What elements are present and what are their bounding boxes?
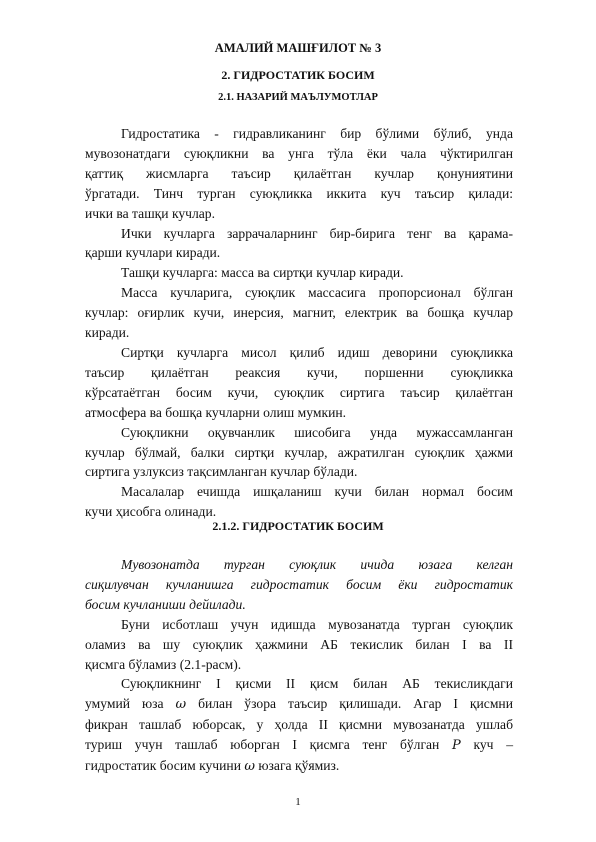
text-line: Суюқликни оқувчанлик шисобига унда мужассамланган [121,424,513,440]
page-number: 1 [295,796,301,808]
text-line [85,694,513,715]
text-line: сиртига узлуксиз тақсимланган кучлар бўлади. [85,464,358,480]
text-line: қарши кучлари киради. [85,245,221,261]
subsection-heading: 2.1. НАЗАРИЙ МАЪЛУМОТЛАР [218,92,378,103]
text-line: қисмга бўламиз (2.1-расм). [85,656,242,672]
text-line: Мувозонатда турган суюқлик ичида юзага келган [121,557,513,572]
text-fragment: гидростатик босим кучини [85,758,241,774]
text-line: босим кучланиши дейилади. [85,596,246,612]
section-heading: 2. ГИДРОСТАТИК БОСИМ [221,68,375,82]
paragraph-proof-forces [85,674,513,777]
paragraph-external-forces [85,263,513,283]
text-line: ўргатади. Тинч турган суюқликка иккита куч таъсир қилади: [85,185,513,201]
text-line: ички ва ташқи кучлар. [85,205,216,221]
paragraph-hydrostatics-definition [85,124,513,224]
omega-symbol: ω [244,759,255,775]
text-line: кучи ҳисобга олинади. [85,504,217,520]
text-line: атмосфера ва бошқа кучларни олиш мумкин. [85,404,347,420]
text-line: Гидростатика - гидравликанинг бир бўлими бўлиб, унда [121,126,513,141]
text-line: Ташқи кучларга: масса ва сиртқи кучлар киради. [121,265,404,281]
paragraph-internal-forces [85,224,513,264]
text-line [85,756,513,777]
paragraph-definition-italic [85,555,513,615]
text-line: оламиз ва шу суюқлик ҳажмини АБ текислик билан I ва II [85,636,513,652]
text-line: Масалалар ечишда ишқаланиш кучи билан нормал босим [121,484,513,500]
paragraph-fluidity [85,423,513,483]
text-fragment: юзага қўямиз. [258,758,340,774]
text-line: фикран ташлаб юборсак, у ҳолда II қисмни мувозанатда ушлаб [85,717,513,733]
text-line: Ички кучларга заррачаларнинг бир-бирига тенг ва қарама- [121,225,513,241]
text-fragment: умумий юза [85,696,164,712]
paragraph-proof-setup [85,615,513,675]
text-line: мувозонатдаги суюқликни ва унга тўла ёки чала чўктирилган [85,145,513,161]
text-line [85,735,513,756]
page-title: АМАЛИЙ МАШҒИЛОТ № 3 [214,41,382,55]
text-line: кучлар бўлмай, балки сиртқи кучлар, ажратилган суюқлик ҳажми [85,444,513,460]
hydrostatic-pressure-text-block [85,555,513,777]
text-line: кўрсатаётган босим кучи, суюқлик сиртига таъсир қилаётган [85,384,513,400]
text-line: Масса кучларига, суюқлик массасига пропорсионал бўлган [121,285,513,301]
paragraph-mass-forces [85,283,513,343]
text-line: Суюқликнинг I қисми II қисм билан АБ текисликдаги [121,676,513,692]
paragraph-problem-solving [85,482,513,522]
text-fragment: куч – [473,737,513,753]
text-line: қаттиқ жисмларга таъсир қилаётган кучлар қонуниятини [85,165,513,181]
text-line: Сиртқи кучларга мисол қилиб идиш деворини суюқликка [121,344,513,360]
text-fragment: билан ўзора таъсир қилишади. Агар I қисмни [198,696,513,712]
force-symbol: P [452,738,461,754]
paragraph-surface-forces [85,343,513,423]
text-line: Буни исботлаш учун идишда мувозанатда турган суюқлик [121,616,513,632]
text-line: киради. [85,325,130,341]
text-line: сиқилувчан кучланишга гидростатик босим ёки гидростатик [85,576,513,592]
theory-text-block [85,124,513,522]
text-fragment: туриш учун ташлаб юборган I қисмга тенг бўлган [85,737,440,753]
hydrostatic-pressure-heading: 2.1.2. ГИДРОСТАТИК БОСИМ [212,519,384,533]
text-line: таъсир қилаётган реаксия кучи, поршенни суюқликка [85,364,513,380]
omega-symbol: ω [175,697,187,713]
text-line: кучлар: оғирлик кучи, инерсия, магнит, електрик ва бошқа кучлар [85,305,513,321]
